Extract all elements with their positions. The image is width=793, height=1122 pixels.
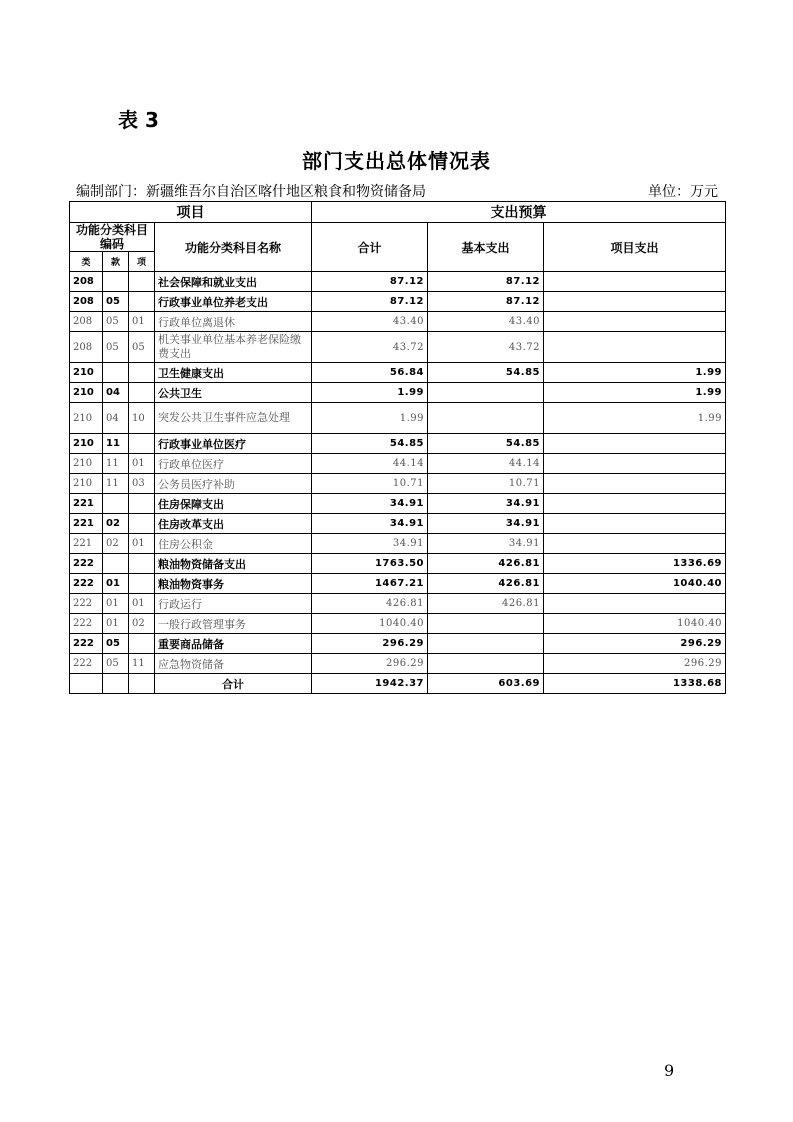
cell-section-code — [103, 554, 129, 574]
cell-class-code: 208 — [70, 332, 103, 363]
cell-item-name: 住房保障支出 — [155, 494, 312, 514]
table-row — [70, 383, 726, 403]
cell-class-code: 210 — [70, 383, 103, 403]
header-item: 项目 — [70, 202, 312, 223]
cell-total: 1040.40 — [312, 614, 428, 634]
header-code-group: 功能分类科目编码 — [70, 223, 155, 252]
cell-section-code: 04 — [103, 403, 129, 434]
cell-subsection-code: 10 — [129, 403, 155, 434]
cell-project — [544, 292, 726, 312]
cell-class-code: 221 — [70, 534, 103, 554]
cell-subsection-code — [129, 292, 155, 312]
header-total: 合计 — [312, 223, 428, 272]
totals-empty-cell — [129, 674, 155, 694]
cell-subsection-code: 01 — [129, 534, 155, 554]
cell-subsection-code — [129, 634, 155, 654]
cell-class-code: 222 — [70, 554, 103, 574]
cell-basic — [428, 614, 544, 634]
cell-basic: 43.72 — [428, 332, 544, 363]
header-project: 项目支出 — [544, 223, 726, 272]
cell-total: 296.29 — [312, 654, 428, 674]
cell-subsection-code — [129, 272, 155, 292]
department-label: 编制部门：新疆维吾尔自治区喀什地区粮食和物资储备局 — [76, 184, 426, 200]
cell-class-code: 222 — [70, 574, 103, 594]
cell-project: 1.99 — [544, 363, 726, 383]
table-body — [70, 272, 726, 674]
cell-project: 296.29 — [544, 634, 726, 654]
cell-total: 43.40 — [312, 312, 428, 332]
table-row — [70, 332, 726, 363]
cell-project: 1040.40 — [544, 614, 726, 634]
cell-basic: 10.71 — [428, 474, 544, 494]
cell-class-code: 210 — [70, 474, 103, 494]
cell-class-code: 210 — [70, 434, 103, 454]
cell-project — [544, 454, 726, 474]
totals-basic: 603.69 — [428, 674, 544, 694]
table-row — [70, 312, 726, 332]
cell-basic — [428, 383, 544, 403]
cell-section-code — [103, 494, 129, 514]
cell-project — [544, 474, 726, 494]
cell-basic — [428, 654, 544, 674]
cell-project — [544, 534, 726, 554]
document-title: 部门支出总体情况表 — [302, 149, 491, 173]
cell-item-name: 粮油物资事务 — [155, 574, 312, 594]
meta-row — [76, 181, 718, 201]
totals-row — [70, 674, 726, 694]
cell-total: 1.99 — [312, 383, 428, 403]
totals-label: 合计 — [155, 674, 312, 694]
unit-label: 单位：万元 — [648, 184, 718, 200]
cell-total: 34.91 — [312, 514, 428, 534]
cell-total: 87.12 — [312, 292, 428, 312]
cell-item-name: 行政事业单位医疗 — [155, 434, 312, 454]
cell-total: 296.29 — [312, 634, 428, 654]
header-name: 功能分类科目名称 — [155, 223, 312, 272]
cell-project: 1.99 — [544, 383, 726, 403]
table-row — [70, 554, 726, 574]
header-section: 款 — [103, 252, 129, 272]
cell-subsection-code — [129, 514, 155, 534]
table-row — [70, 634, 726, 654]
cell-project — [544, 312, 726, 332]
cell-class-code: 222 — [70, 654, 103, 674]
cell-subsection-code — [129, 434, 155, 454]
totals-empty-cell — [103, 674, 129, 694]
table-row — [70, 614, 726, 634]
cell-basic: 54.85 — [428, 434, 544, 454]
cell-section-code: 11 — [103, 454, 129, 474]
cell-subsection-code — [129, 554, 155, 574]
cell-item-name: 行政单位离退休 — [155, 312, 312, 332]
cell-item-name: 公务员医疗补助 — [155, 474, 312, 494]
cell-project: 1336.69 — [544, 554, 726, 574]
table-row — [70, 494, 726, 514]
cell-section-code — [103, 363, 129, 383]
cell-total: 54.85 — [312, 434, 428, 454]
cell-class-code: 221 — [70, 514, 103, 534]
cell-item-name: 卫生健康支出 — [155, 363, 312, 383]
table-row — [70, 403, 726, 434]
cell-subsection-code: 01 — [129, 312, 155, 332]
cell-total: 10.71 — [312, 474, 428, 494]
cell-subsection-code — [129, 363, 155, 383]
cell-basic: 87.12 — [428, 292, 544, 312]
cell-section-code: 05 — [103, 312, 129, 332]
cell-project: 296.29 — [544, 654, 726, 674]
cell-project — [544, 594, 726, 614]
header-basic: 基本支出 — [428, 223, 544, 272]
cell-subsection-code: 01 — [129, 454, 155, 474]
cell-item-name: 行政单位医疗 — [155, 454, 312, 474]
cell-item-name: 行政事业单位养老支出 — [155, 292, 312, 312]
cell-basic: 34.91 — [428, 514, 544, 534]
cell-subsection-code: 02 — [129, 614, 155, 634]
cell-basic: 44.14 — [428, 454, 544, 474]
cell-subsection-code: 03 — [129, 474, 155, 494]
cell-item-name: 突发公共卫生事件应急处理 — [155, 403, 312, 434]
cell-subsection-code: 11 — [129, 654, 155, 674]
table-row — [70, 454, 726, 474]
cell-item-name: 粮油物资储备支出 — [155, 554, 312, 574]
cell-basic: 426.81 — [428, 554, 544, 574]
cell-total: 426.81 — [312, 594, 428, 614]
cell-class-code: 210 — [70, 454, 103, 474]
cell-project — [544, 494, 726, 514]
cell-class-code: 222 — [70, 594, 103, 614]
cell-item-name: 行政运行 — [155, 594, 312, 614]
cell-section-code: 05 — [103, 634, 129, 654]
cell-basic: 426.81 — [428, 574, 544, 594]
totals-project: 1338.68 — [544, 674, 726, 694]
cell-basic — [428, 634, 544, 654]
cell-class-code: 210 — [70, 403, 103, 434]
cell-section-code: 01 — [103, 614, 129, 634]
cell-total: 44.14 — [312, 454, 428, 474]
table-row — [70, 363, 726, 383]
cell-basic: 34.91 — [428, 534, 544, 554]
header-budget: 支出预算 — [312, 202, 726, 223]
cell-total: 1.99 — [312, 403, 428, 434]
cell-project — [544, 514, 726, 534]
totals-empty-cell — [70, 674, 103, 694]
cell-subsection-code — [129, 383, 155, 403]
cell-project — [544, 272, 726, 292]
cell-section-code: 04 — [103, 383, 129, 403]
cell-section-code: 11 — [103, 474, 129, 494]
cell-total: 34.91 — [312, 494, 428, 514]
header-row-top — [70, 202, 726, 223]
cell-project — [544, 332, 726, 363]
cell-class-code: 222 — [70, 634, 103, 654]
cell-section-code: 02 — [103, 514, 129, 534]
header-row-mid — [70, 223, 726, 252]
cell-section-code: 05 — [103, 292, 129, 312]
table-row — [70, 534, 726, 554]
table-row — [70, 654, 726, 674]
table-number-label: 表 3 — [118, 108, 159, 132]
cell-section-code: 02 — [103, 534, 129, 554]
cell-class-code: 222 — [70, 614, 103, 634]
cell-item-name: 应急物资储备 — [155, 654, 312, 674]
cell-class-code: 208 — [70, 272, 103, 292]
cell-class-code: 208 — [70, 312, 103, 332]
cell-subsection-code: 01 — [129, 594, 155, 614]
header-class: 类 — [70, 252, 103, 272]
table-row — [70, 292, 726, 312]
cell-basic: 87.12 — [428, 272, 544, 292]
cell-basic — [428, 403, 544, 434]
cell-item-name: 一般行政管理事务 — [155, 614, 312, 634]
cell-project — [544, 434, 726, 454]
cell-total: 87.12 — [312, 272, 428, 292]
cell-section-code: 05 — [103, 332, 129, 363]
cell-subsection-code — [129, 574, 155, 594]
cell-basic: 43.40 — [428, 312, 544, 332]
cell-item-name: 住房公积金 — [155, 534, 312, 554]
cell-section-code — [103, 272, 129, 292]
header-subsection: 项 — [129, 252, 155, 272]
cell-section-code: 01 — [103, 594, 129, 614]
cell-item-name: 住房改革支出 — [155, 514, 312, 534]
budget-table — [69, 201, 726, 694]
table-row — [70, 272, 726, 292]
cell-class-code: 208 — [70, 292, 103, 312]
cell-item-name: 社会保障和就业支出 — [155, 272, 312, 292]
cell-total: 34.91 — [312, 534, 428, 554]
cell-project: 1.99 — [544, 403, 726, 434]
page-number: 9 — [664, 1061, 675, 1080]
cell-item-name: 公共卫生 — [155, 383, 312, 403]
cell-basic: 34.91 — [428, 494, 544, 514]
cell-project: 1040.40 — [544, 574, 726, 594]
cell-class-code: 210 — [70, 363, 103, 383]
cell-section-code: 01 — [103, 574, 129, 594]
cell-class-code: 221 — [70, 494, 103, 514]
table-row — [70, 574, 726, 594]
cell-total: 56.84 — [312, 363, 428, 383]
cell-total: 43.72 — [312, 332, 428, 363]
cell-item-name: 重要商品储备 — [155, 634, 312, 654]
cell-total: 1763.50 — [312, 554, 428, 574]
table-row — [70, 594, 726, 614]
cell-section-code: 05 — [103, 654, 129, 674]
cell-total: 1467.21 — [312, 574, 428, 594]
cell-item-name: 机关事业单位基本养老保险缴费支出 — [155, 332, 312, 363]
cell-basic: 54.85 — [428, 363, 544, 383]
cell-subsection-code: 05 — [129, 332, 155, 363]
table-row — [70, 514, 726, 534]
totals-total: 1942.37 — [312, 674, 428, 694]
cell-section-code: 11 — [103, 434, 129, 454]
table-row — [70, 474, 726, 494]
cell-subsection-code — [129, 494, 155, 514]
cell-basic: 426.81 — [428, 594, 544, 614]
table-row — [70, 434, 726, 454]
